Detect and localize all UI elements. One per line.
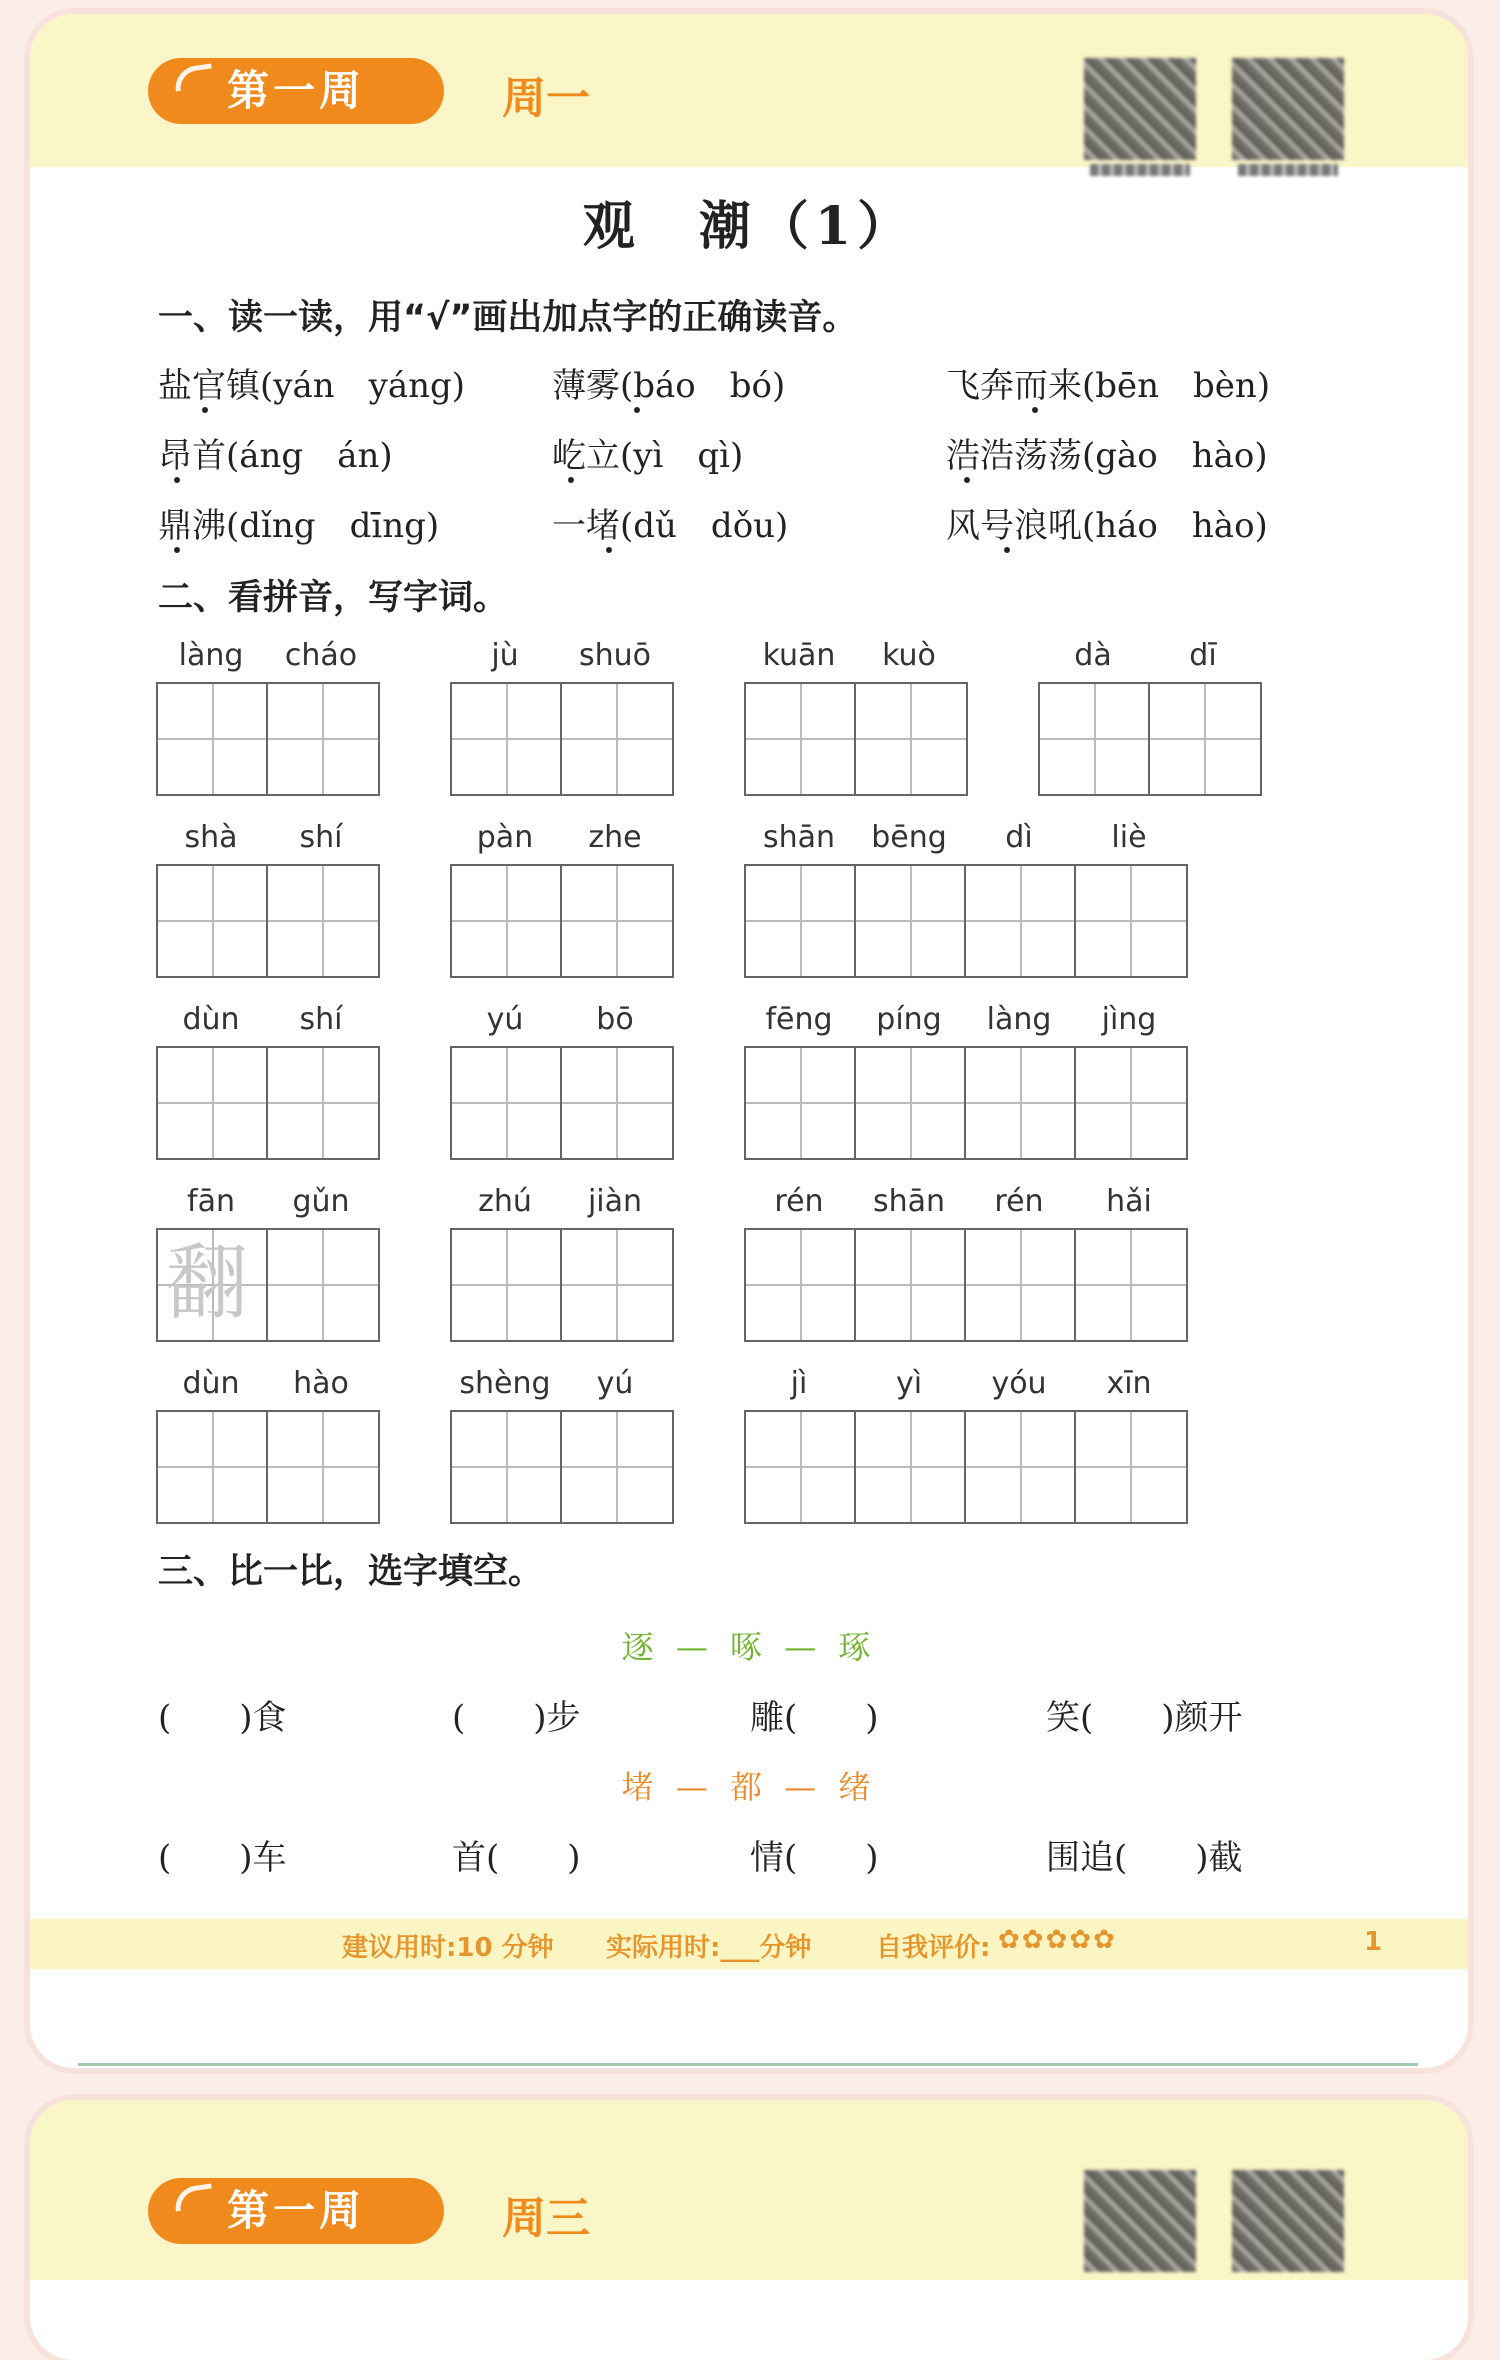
day-label: 周三 — [502, 2193, 590, 2244]
fill-blank[interactable]: 情( ) — [750, 1838, 879, 1878]
section-3-title: 三、比一比，选字填空。 — [158, 1552, 544, 1592]
pinyin-label: dī — [1189, 638, 1217, 673]
pinyin-label: làng — [178, 638, 244, 673]
pinyin-label: pàn — [476, 820, 534, 855]
writing-grid — [450, 682, 674, 796]
section-1-title: 一、读一读，用“√”画出加点字的正确读音。 — [158, 298, 858, 338]
page-footer — [30, 1919, 1468, 1969]
pinyin-label: bēng — [871, 820, 947, 855]
qr-caption — [1090, 164, 1190, 176]
writing-grid — [744, 1410, 1188, 1524]
writing-cell[interactable] — [966, 1048, 1076, 1158]
pinyin-label: píng — [876, 1002, 942, 1037]
emphasis-dot — [174, 477, 180, 483]
writing-cell[interactable] — [562, 1048, 672, 1158]
pinyin-label: kuò — [882, 638, 936, 673]
reading-item: 屹立(yì qì) — [552, 436, 744, 476]
pinyin-label: hǎi — [1106, 1184, 1152, 1219]
writing-grid — [744, 682, 968, 796]
pinyin-label: dùn — [182, 1002, 240, 1037]
writing-cell[interactable] — [268, 1230, 378, 1340]
writing-cell[interactable] — [158, 866, 268, 976]
writing-grid — [450, 1046, 674, 1160]
writing-cell[interactable] — [856, 866, 966, 976]
suggested-time: 建议用时:10 分钟 — [342, 1933, 554, 1963]
page-header — [30, 14, 1468, 167]
worksheet-page-2 — [30, 2100, 1468, 2360]
writing-cell[interactable] — [1076, 1412, 1186, 1522]
pinyin-label: shí — [299, 1002, 343, 1037]
writing-cell[interactable] — [746, 866, 856, 976]
reading-item: 飞奔而来(bēn bèn) — [946, 366, 1271, 406]
pinyin-label: shuō — [578, 638, 651, 673]
pinyin-label: yóu — [991, 1366, 1047, 1401]
fill-blank[interactable]: ( )车 — [158, 1838, 287, 1878]
writing-grid — [450, 864, 674, 978]
emphasis-dot — [606, 547, 612, 553]
pinyin-label: yú — [486, 1002, 524, 1037]
section-2-title: 二、看拼音，写字词。 — [158, 578, 509, 618]
writing-cell[interactable] — [966, 1412, 1076, 1522]
reading-item: 鼎沸(dǐng dīng) — [158, 506, 440, 546]
reading-item: 盐官镇(yán yáng) — [158, 366, 466, 406]
writing-cell[interactable] — [562, 1230, 672, 1340]
writing-cell[interactable] — [856, 1412, 966, 1522]
writing-cell[interactable] — [562, 1412, 672, 1522]
pinyin-label: shān — [762, 820, 836, 855]
fill-blank[interactable]: 雕( ) — [750, 1698, 879, 1738]
day-label: 周一 — [502, 73, 590, 124]
writing-grid — [450, 1228, 674, 1342]
pinyin-label: fān — [187, 1184, 235, 1219]
writing-cell[interactable] — [856, 684, 966, 794]
writing-cell[interactable] — [158, 1230, 268, 1340]
pinyin-label: jiàn — [587, 1184, 643, 1219]
writing-cell[interactable] — [268, 1048, 378, 1158]
pinyin-label: jì — [790, 1366, 808, 1401]
writing-cell[interactable] — [158, 684, 268, 794]
emphasis-dot — [634, 407, 640, 413]
reading-item: 薄雾(báo bó) — [552, 366, 786, 406]
writing-grid — [156, 1228, 380, 1342]
pinyin-label: dà — [1074, 638, 1112, 673]
lesson-title: 观 潮（1） — [582, 196, 916, 257]
writing-cell[interactable] — [268, 1412, 378, 1522]
qr-caption — [1238, 164, 1338, 176]
compare-characters-1: 逐 — 啄 — 琢 — [621, 1628, 877, 1666]
self-evaluation-label: 自我评价: — [876, 1933, 991, 1963]
pinyin-label: zhe — [588, 820, 642, 855]
pinyin-label: fēng — [765, 1002, 833, 1037]
pinyin-label: bō — [596, 1002, 634, 1037]
rating-stars[interactable]: ✿✿✿✿✿ — [998, 1925, 1117, 1955]
emphasis-dot — [1032, 407, 1038, 413]
writing-cell[interactable] — [746, 1412, 856, 1522]
pinyin-label: dì — [1005, 820, 1033, 855]
pinyin-label: dùn — [182, 1366, 240, 1401]
writing-grid — [450, 1410, 674, 1524]
pinyin-label: yú — [596, 1366, 634, 1401]
reading-item: 风号浪吼(háo hào) — [946, 506, 1268, 546]
writing-cell[interactable] — [856, 1230, 966, 1340]
emphasis-dot — [174, 547, 180, 553]
fill-blank[interactable]: 笑( )颜开 — [1046, 1698, 1243, 1738]
fill-blank[interactable]: 首( ) — [452, 1838, 581, 1878]
writing-grid — [744, 864, 1188, 978]
writing-cell[interactable] — [268, 684, 378, 794]
writing-cell[interactable] — [1040, 684, 1150, 794]
week-badge: 第一周 — [148, 2178, 444, 2244]
week-badge: 第一周 — [148, 58, 444, 124]
divider — [78, 2063, 1418, 2066]
writing-cell[interactable] — [856, 1048, 966, 1158]
writing-grid — [744, 1046, 1188, 1160]
pinyin-label: xīn — [1106, 1366, 1152, 1401]
writing-cell[interactable] — [452, 1412, 562, 1522]
worksheet-page-1 — [30, 14, 1468, 2068]
reading-item: 昂首(áng án) — [158, 436, 393, 476]
writing-grid — [156, 864, 380, 978]
writing-cell[interactable] — [1076, 866, 1186, 976]
pinyin-label: jìng — [1101, 1002, 1157, 1037]
pinyin-label: jù — [491, 638, 519, 673]
writing-cell[interactable] — [562, 866, 672, 976]
writing-grid — [156, 1410, 380, 1524]
writing-cell[interactable] — [158, 1412, 268, 1522]
writing-cell[interactable] — [746, 1230, 856, 1340]
writing-cell[interactable] — [966, 1230, 1076, 1340]
qr-code-icon[interactable] — [1084, 2170, 1196, 2272]
emphasis-dot — [1004, 547, 1010, 553]
writing-cell[interactable] — [1150, 684, 1260, 794]
actual-time: 实际用时:___分钟 — [606, 1933, 812, 1963]
writing-cell[interactable] — [966, 866, 1076, 976]
pinyin-label: liè — [1111, 820, 1147, 855]
pinyin-label: hào — [293, 1366, 349, 1401]
writing-grid — [156, 682, 380, 796]
writing-cell[interactable] — [158, 1048, 268, 1158]
writing-cell[interactable] — [1076, 1230, 1186, 1340]
pinyin-label: shà — [184, 820, 238, 855]
reading-item: 浩浩荡荡(gào hào) — [946, 436, 1268, 476]
pinyin-label: zhú — [478, 1184, 532, 1219]
example-character: 翻 — [166, 1236, 249, 1331]
pinyin-label: kuān — [762, 638, 836, 673]
compare-characters-2: 堵 — 都 — 绪 — [621, 1768, 877, 1806]
reading-item: 一堵(dǔ dǒu) — [552, 506, 789, 546]
fill-blank[interactable]: ( )食 — [158, 1698, 287, 1738]
pinyin-label: shí — [299, 820, 343, 855]
pinyin-label: làng — [986, 1002, 1052, 1037]
page-number: 1 — [1364, 1927, 1383, 1957]
emphasis-dot — [568, 477, 574, 483]
writing-cell[interactable] — [452, 866, 562, 976]
pinyin-label: rén — [994, 1184, 1044, 1219]
writing-cell[interactable] — [746, 1048, 856, 1158]
page-header — [30, 2100, 1468, 2280]
pinyin-label: cháo — [284, 638, 358, 673]
fill-blank[interactable]: ( )步 — [452, 1698, 581, 1738]
emphasis-dot — [964, 477, 970, 483]
qr-code-icon[interactable] — [1232, 58, 1344, 160]
writing-grid — [744, 1228, 1188, 1342]
writing-cell[interactable] — [746, 684, 856, 794]
fill-blank[interactable]: 围追( )截 — [1046, 1838, 1243, 1878]
writing-cell[interactable] — [452, 684, 562, 794]
writing-cell[interactable] — [452, 1230, 562, 1340]
pinyin-label: rén — [774, 1184, 824, 1219]
writing-cell[interactable] — [1076, 1048, 1186, 1158]
pinyin-label: shèng — [459, 1366, 551, 1401]
pinyin-label: gǔn — [292, 1184, 350, 1219]
pinyin-label: yì — [895, 1366, 923, 1401]
pinyin-label: shān — [872, 1184, 946, 1219]
writing-cell[interactable] — [268, 866, 378, 976]
qr-code-icon[interactable] — [1084, 58, 1196, 160]
writing-cell[interactable] — [452, 1048, 562, 1158]
writing-grid — [1038, 682, 1262, 796]
writing-cell[interactable] — [562, 684, 672, 794]
qr-code-icon[interactable] — [1232, 2170, 1344, 2272]
writing-grid — [156, 1046, 380, 1160]
emphasis-dot — [202, 407, 208, 413]
